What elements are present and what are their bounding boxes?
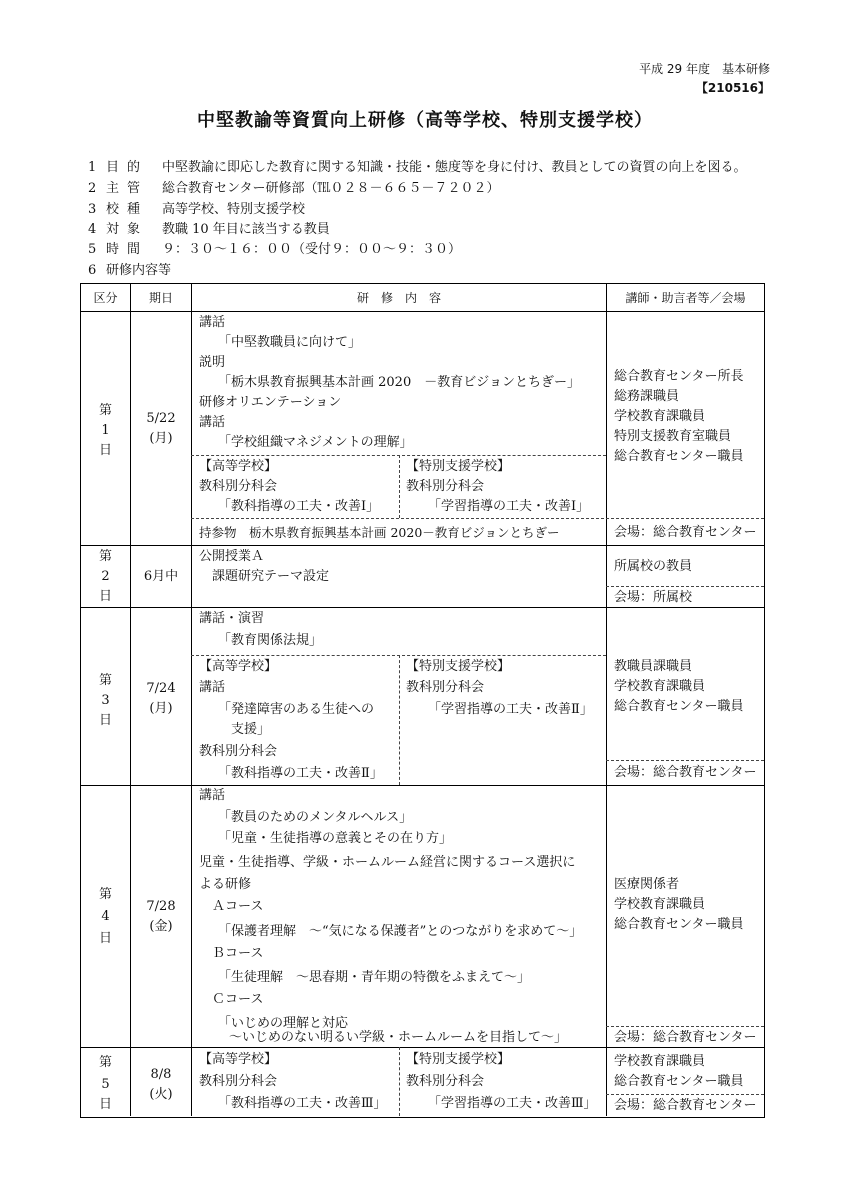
content-line: 説明 [199,355,226,370]
split-heading: 【特別支援学校】 [406,1052,511,1067]
split-line: 「教科指導の工夫・改善Ⅱ」 [218,766,383,781]
kubun-number: 5 [101,1077,110,1092]
kubun-label: 第 [98,403,112,418]
overview-item [88,180,499,198]
session-date: 6月中 [143,569,179,584]
split-line: 教科別分科会 [406,479,485,494]
venue: 会場：総合教育センター [614,525,757,540]
split-line: 「学習指導の工夫・改善Ⅲ」 [428,1096,597,1111]
lecturer: 学校教育課職員 [614,409,706,424]
split-line: 「発達障害のある生徒への [218,702,375,717]
lecturer: 学校教育課職員 [614,897,706,912]
split-line: 教科別分科会 [406,680,485,695]
kubun-label: 第 [98,549,112,564]
split-heading: 【高等学校】 [199,659,278,674]
session-date: 8/8 [150,1067,172,1082]
split-heading: 【高等学校】 [199,459,278,474]
content-line: 「教員のためのメンタルヘルス」 [218,810,413,825]
overview-item [88,262,171,280]
split-line: 教科別分科会 [199,479,278,494]
split-line: 教科別分科会 [199,1074,278,1089]
split-line: 「学習指導の工夫・改善Ⅰ」 [428,499,590,514]
content-line: 課題研究テーマ設定 [212,569,330,584]
content-line: 研修オリエンテーション [199,395,342,410]
split-line: 講話 [199,680,226,695]
overview-value: 研修内容等 [106,263,172,278]
kubun-label: 日 [98,589,112,604]
content-line: 「保護者理解 ～“気になる保護者”とのつながりを求めて～」 [218,924,583,939]
overview-num: 6 [88,263,97,278]
content-line: 講話 [199,788,226,803]
content-line: ～いじめのない明るい学級・ホームルームを目指して～」 [229,1030,568,1045]
content-line: よる研修 [199,877,252,892]
lecturer: 総合教育センター職員 [614,449,744,464]
overview-value: 高等学校、特別支援学校 [162,202,306,217]
session-date: 7/28 [146,899,176,914]
overview-num: 5 [88,242,97,257]
overview-item [88,241,461,259]
overview-value: 総合教育センター研修部（℡０２８－６６５－７２０２） [162,181,500,196]
lecturer: 医療関係者 [614,877,680,892]
overview-value: 教職 10 年目に該当する教員 [162,222,330,237]
kubun-label: 日 [98,1097,112,1112]
header-kubun: 区分 [93,291,118,305]
content-line: 「学校組織マネジメントの理解」 [218,435,413,450]
kubun-label: 日 [98,443,112,458]
overview-key: 主管 [106,181,149,196]
content-line: 「生徒理解 ～思春期・青年期の特徴をふまえて～」 [218,970,531,985]
overview-num: 3 [88,202,97,217]
schedule-table [80,283,765,1118]
lecturer: 総合教育センター職員 [614,1074,744,1089]
lecturer: 学校教育課職員 [614,679,706,694]
lecturer: 教職員課職員 [614,659,693,674]
session-weekday: (金) [149,919,173,934]
content-line: 「中堅教職員に向けて」 [218,335,362,350]
overview-key: 対象 [106,222,149,237]
overview-item [88,221,330,239]
split-line: 「教科指導の工夫・改善Ⅰ」 [218,499,380,514]
session-weekday: (火) [149,1087,173,1102]
bring-items: 持参物 栃木県教育振興基本計画 2020－教育ビジョンとちぎー [199,525,560,540]
content-line: 「栃木県教育振興基本計画 2020 －教育ビジョンとちぎー」 [218,375,580,390]
split-heading: 【特別支援学校】 [406,459,511,474]
venue: 会場：総合教育センター [614,1098,757,1113]
content-line: 「児童・生徒指導の意義とその在り方」 [218,831,453,846]
overview-key: 校種 [106,202,149,217]
kubun-label: 日 [98,931,112,946]
overview-num: 1 [88,160,97,175]
content-line: 講話・演習 [199,611,265,626]
venue: 会場：所属校 [614,590,693,605]
lecturer: 総合教育センター所長 [614,369,744,384]
content-line: Ｂコース [212,946,264,961]
lecturer: 特別支援教育室職員 [614,429,732,444]
overview-item [88,159,746,177]
session-weekday: (月) [149,431,173,446]
lecturer: 所属校の教員 [614,559,693,574]
venue: 会場：総合教育センター [614,1030,757,1045]
split-line: 教科別分科会 [406,1074,485,1089]
lecturer: 学校教育課職員 [614,1054,706,1069]
kubun-number: 4 [101,909,110,924]
split-line: 「教科指導の工夫・改善Ⅲ」 [218,1096,387,1111]
split-line: 教科別分科会 [199,744,278,759]
kubun-number: 3 [101,693,110,708]
split-line: 「学習指導の工夫・改善Ⅱ」 [428,702,593,717]
kubun-label: 日 [98,713,112,728]
content-line: Ａコース [212,899,264,914]
content-line: 「いじめの理解と対応 [218,1016,349,1031]
overview-value: ９：３０～１６：００（受付９：００～９：３０） [162,242,462,257]
session-weekday: (月) [149,701,173,716]
content-line: 公開授業Ａ [199,549,265,564]
content-line: 講話 [199,315,226,330]
kubun-number: 1 [101,423,110,438]
lecturer: 総合教育センター職員 [614,699,744,714]
header-date: 期日 [148,291,173,305]
lecturer: 総務課職員 [614,389,680,404]
split-heading: 【特別支援学校】 [406,659,511,674]
page-title: 中堅教諭等資質向上研修（高等学校、特別支援学校） [197,110,653,131]
kubun-number: 2 [101,569,110,584]
overview-value: 中堅教諭に即応した教育に関する知識・技能・態度等を身に付け、教員としての資質の向上を図る。 [162,160,747,175]
split-heading: 【高等学校】 [199,1052,278,1067]
kubun-label: 第 [98,1055,112,1070]
overview-item [88,201,305,219]
kubun-label: 第 [98,887,112,902]
venue: 会場：総合教育センター [614,765,757,780]
content-line: 児童・生徒指導、学級・ホームルーム経営に関するコース選択に [199,855,576,870]
split-line: 支援」 [231,722,271,737]
content-line: Ｃコース [212,992,264,1007]
content-line: 講話 [199,415,226,430]
overview-num: 2 [88,181,97,196]
overview-key: 目的 [106,160,149,175]
header-content: 研 修 内 容 [356,291,441,305]
overview-num: 4 [88,222,97,237]
overview-key: 時間 [106,242,149,257]
session-date: 7/24 [146,681,176,696]
header-lecturer: 講師・助言者等／会場 [625,291,746,305]
document-code: 【210516】 [695,81,770,95]
lecturer: 総合教育センター職員 [614,917,744,932]
year-label: 平成 29 年度 基本研修 [639,62,770,76]
session-date: 5/22 [146,411,176,426]
content-line: 「教育関係法規」 [218,633,323,648]
kubun-label: 第 [98,673,112,688]
